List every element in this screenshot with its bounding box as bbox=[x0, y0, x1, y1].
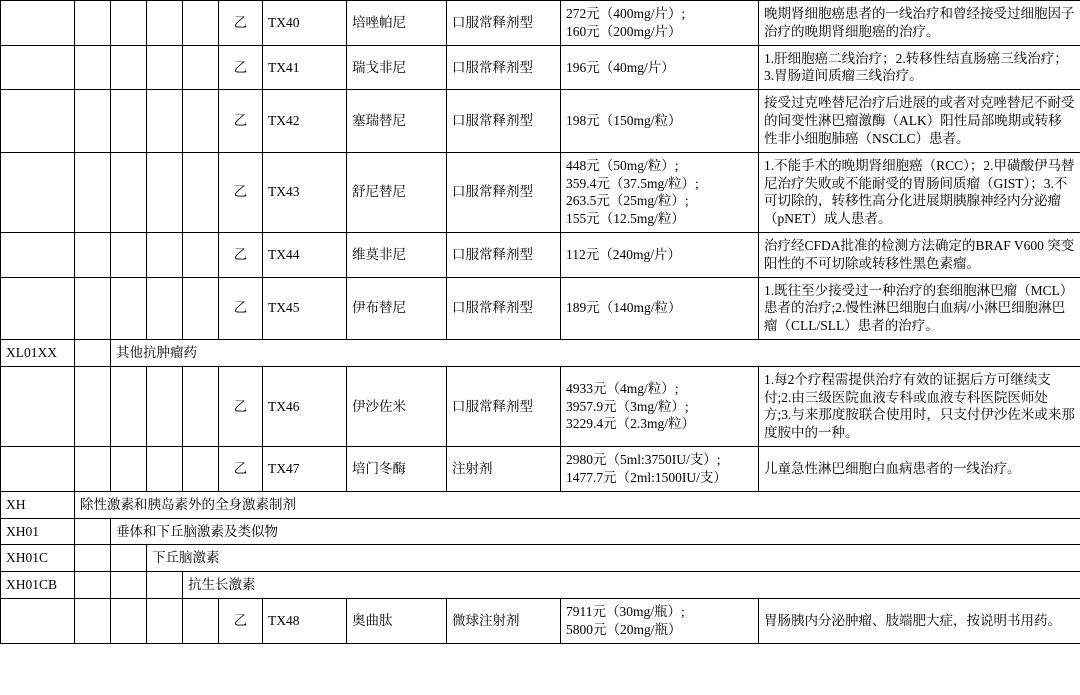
dosage-form-cell: 口服常释剂型 bbox=[447, 45, 561, 90]
table-row bbox=[1, 340, 1080, 367]
indent-cell bbox=[183, 45, 219, 90]
indent-cell bbox=[111, 545, 147, 572]
indent-cell bbox=[147, 277, 183, 339]
drug-name-cell: 伊布替尼 bbox=[347, 277, 447, 339]
price-cell bbox=[561, 1, 759, 46]
drug-name-cell: 伊沙佐米 bbox=[347, 366, 447, 446]
price-line: 7911元（30mg/瓶）; bbox=[566, 603, 685, 619]
indent-cell bbox=[147, 45, 183, 90]
dosage-form-cell: 口服常释剂型 bbox=[447, 90, 561, 152]
indent-cell bbox=[75, 447, 111, 492]
atc-code-cell: XL01XX bbox=[1, 340, 75, 367]
drug-id-cell: TX45 bbox=[263, 277, 347, 339]
indent-cell bbox=[183, 1, 219, 46]
indent-cell bbox=[183, 277, 219, 339]
level-cell: 乙 bbox=[219, 90, 263, 152]
indent-cell bbox=[111, 45, 147, 90]
indent-cell bbox=[1, 1, 75, 46]
indent-cell bbox=[1, 90, 75, 152]
indent-cell bbox=[1, 152, 75, 232]
indent-cell bbox=[111, 447, 147, 492]
level-cell: 乙 bbox=[219, 277, 263, 339]
level-cell: 乙 bbox=[219, 598, 263, 643]
drug-name-cell: 维莫非尼 bbox=[347, 232, 447, 277]
category-name-cell: 抗生长激素 bbox=[183, 572, 1080, 599]
indent-cell bbox=[111, 598, 147, 643]
price-line: 112元（240mg/片） bbox=[566, 246, 682, 262]
level-cell: 乙 bbox=[219, 447, 263, 492]
price-line: 272元（400mg/片）; bbox=[566, 6, 686, 21]
price-cell bbox=[561, 366, 759, 446]
drug-name-cell: 奥曲肽 bbox=[347, 598, 447, 643]
dosage-form-cell: 口服常释剂型 bbox=[447, 1, 561, 46]
dosage-form-cell: 注射剂 bbox=[447, 447, 561, 492]
dosage-form-cell: 口服常释剂型 bbox=[447, 366, 561, 446]
indent-cell bbox=[1, 447, 75, 492]
limitation-cell: 1.肝细胞癌二线治疗；2.转移性结直肠癌三线治疗；3.胃肠道间质瘤三线治疗。 bbox=[759, 45, 1080, 90]
price-line: 3957.9元（3mg/粒）; bbox=[566, 398, 689, 414]
indent-cell bbox=[75, 1, 111, 46]
atc-code-cell: XH01C bbox=[1, 545, 75, 572]
drug-id-cell: TX47 bbox=[263, 447, 347, 492]
indent-cell bbox=[75, 45, 111, 90]
table-row bbox=[1, 152, 1080, 232]
indent-cell bbox=[111, 572, 147, 599]
price-cell bbox=[561, 232, 759, 277]
indent-cell bbox=[111, 232, 147, 277]
indent-cell bbox=[147, 1, 183, 46]
price-line: 3229.4元（2.3mg/粒） bbox=[566, 416, 696, 432]
category-name-cell: 垂体和下丘脑激素及类似物 bbox=[111, 518, 1080, 545]
drug-id-cell: TX40 bbox=[263, 1, 347, 46]
drug-id-cell: TX46 bbox=[263, 366, 347, 446]
dosage-form-cell: 口服常释剂型 bbox=[447, 232, 561, 277]
table-row bbox=[1, 447, 1080, 492]
indent-cell bbox=[183, 598, 219, 643]
drug-name-cell: 培唑帕尼 bbox=[347, 1, 447, 46]
price-cell bbox=[561, 447, 759, 492]
indent-cell bbox=[75, 572, 111, 599]
indent-cell bbox=[147, 152, 183, 232]
price-line: 263.5元（25mg/粒）; bbox=[566, 193, 689, 209]
drug-id-cell: TX42 bbox=[263, 90, 347, 152]
limitation-cell: 1.每2个疗程需提供治疗有效的证据后方可继续支付;2.由三级医院血液专科或血液专科医院医师处方;3.与来那度胺联合使用时，只支付伊沙佐米或来那度胺中的一种。 bbox=[759, 366, 1080, 446]
indent-cell bbox=[75, 90, 111, 152]
limitation-cell: 1.既往至少接受过一种治疗的套细胞淋巴瘤（MCL）患者的治疗;2.慢性淋巴细胞白血病/小淋巴细胞淋巴瘤（CLL/SLL）患者的治疗。 bbox=[759, 277, 1080, 339]
price-line: 198元（150mg/粒） bbox=[566, 113, 682, 129]
table-row bbox=[1, 598, 1080, 643]
category-name-cell: 下丘脑激素 bbox=[147, 545, 1080, 572]
indent-cell bbox=[183, 152, 219, 232]
limitation-cell: 晚期肾细胞癌患者的一线治疗和曾经接受过细胞因子治疗的晚期肾细胞癌的治疗。 bbox=[759, 1, 1080, 46]
drug-name-cell: 培门冬酶 bbox=[347, 447, 447, 492]
price-line: 2980元（5ml:3750IU/支）; bbox=[566, 452, 721, 468]
price-line: 359.4元（37.5mg/粒）; bbox=[566, 175, 699, 191]
indent-cell bbox=[111, 277, 147, 339]
dosage-form-cell: 口服常释剂型 bbox=[447, 277, 561, 339]
price-line: 1477.7元（2ml:1500IU/支） bbox=[566, 469, 727, 485]
atc-code-cell: XH bbox=[1, 491, 75, 518]
table-row bbox=[1, 572, 1080, 599]
price-cell bbox=[561, 90, 759, 152]
dosage-form-cell: 微球注射剂 bbox=[447, 598, 561, 643]
limitation-cell: 1.不能手术的晚期肾细胞癌（RCC）；2.甲磺酸伊马替尼治疗失败或不能耐受的胃肠间质瘤（GIST）；3.不可切除的，转移性高分化进展期胰腺神经内分泌瘤（pNET）成人患者。 bbox=[759, 152, 1080, 232]
drug-id-cell: TX43 bbox=[263, 152, 347, 232]
level-cell: 乙 bbox=[219, 152, 263, 232]
price-line: 155元（12.5mg/粒） bbox=[566, 211, 685, 227]
level-cell: 乙 bbox=[219, 366, 263, 446]
price-line: 4933元（4mg/粒）; bbox=[566, 380, 679, 396]
indent-cell bbox=[75, 518, 111, 545]
level-cell: 乙 bbox=[219, 1, 263, 46]
indent-cell bbox=[75, 545, 111, 572]
indent-cell bbox=[75, 340, 111, 367]
table-row bbox=[1, 45, 1080, 90]
dosage-form-cell: 口服常释剂型 bbox=[447, 152, 561, 232]
price-line: 189元（140mg/粒） bbox=[566, 300, 682, 316]
indent-cell bbox=[147, 598, 183, 643]
indent-cell bbox=[147, 232, 183, 277]
table-row bbox=[1, 518, 1080, 545]
price-cell bbox=[561, 277, 759, 339]
indent-cell bbox=[183, 366, 219, 446]
indent-cell bbox=[75, 232, 111, 277]
table-row bbox=[1, 366, 1080, 446]
indent-cell bbox=[75, 366, 111, 446]
table-row bbox=[1, 277, 1080, 339]
indent-cell bbox=[183, 447, 219, 492]
indent-cell bbox=[147, 366, 183, 446]
limitation-cell: 儿童急性淋巴细胞白血病患者的一线治疗。 bbox=[759, 447, 1080, 492]
indent-cell bbox=[183, 232, 219, 277]
limitation-cell: 治疗经CFDA批准的检测方法确定的BRAF V600 突变阳性的不可切除或转移性黑色素瘤。 bbox=[759, 232, 1080, 277]
limitation-cell: 胃肠胰内分泌肿瘤、肢端肥大症，按说明书用药。 bbox=[759, 598, 1080, 643]
drug-id-cell: TX44 bbox=[263, 232, 347, 277]
table-row bbox=[1, 90, 1080, 152]
indent-cell bbox=[75, 598, 111, 643]
table-body bbox=[1, 1, 1080, 644]
drug-name-cell: 塞瑞替尼 bbox=[347, 90, 447, 152]
indent-cell bbox=[183, 90, 219, 152]
level-cell: 乙 bbox=[219, 45, 263, 90]
indent-cell bbox=[75, 152, 111, 232]
price-line: 448元（50mg/粒）; bbox=[566, 157, 679, 173]
table-row bbox=[1, 232, 1080, 277]
category-name-cell: 其他抗肿瘤药 bbox=[111, 340, 1080, 367]
indent-cell bbox=[111, 1, 147, 46]
atc-code-cell: XH01 bbox=[1, 518, 75, 545]
indent-cell bbox=[111, 366, 147, 446]
table-row bbox=[1, 1, 1080, 46]
indent-cell bbox=[147, 447, 183, 492]
indent-cell bbox=[1, 366, 75, 446]
indent-cell bbox=[1, 232, 75, 277]
price-line: 196元（40mg/片） bbox=[566, 59, 675, 75]
drug-name-cell: 瑞戈非尼 bbox=[347, 45, 447, 90]
table-row bbox=[1, 491, 1080, 518]
level-cell: 乙 bbox=[219, 232, 263, 277]
price-line: 160元（200mg/片） bbox=[566, 23, 682, 39]
table-row bbox=[1, 545, 1080, 572]
price-cell bbox=[561, 45, 759, 90]
indent-cell bbox=[1, 277, 75, 339]
atc-code-cell: XH01CB bbox=[1, 572, 75, 599]
indent-cell bbox=[111, 90, 147, 152]
drug-name-cell: 舒尼替尼 bbox=[347, 152, 447, 232]
limitation-cell: 接受过克唑替尼治疗后进展的或者对克唑替尼不耐受的间变性淋巴瘤激酶（ALK）阳性局部晚期或转移性非小细胞肺癌（NSCLC）患者。 bbox=[759, 90, 1080, 152]
price-cell bbox=[561, 152, 759, 232]
indent-cell bbox=[1, 45, 75, 90]
indent-cell bbox=[1, 598, 75, 643]
indent-cell bbox=[75, 277, 111, 339]
indent-cell bbox=[147, 572, 183, 599]
indent-cell bbox=[111, 152, 147, 232]
price-cell bbox=[561, 598, 759, 643]
price-line: 5800元（20mg/瓶） bbox=[566, 621, 682, 637]
indent-cell bbox=[147, 90, 183, 152]
drug-id-cell: TX41 bbox=[263, 45, 347, 90]
category-name-cell: 除性激素和胰岛素外的全身激素制剂 bbox=[75, 491, 1080, 518]
drug-id-cell: TX48 bbox=[263, 598, 347, 643]
